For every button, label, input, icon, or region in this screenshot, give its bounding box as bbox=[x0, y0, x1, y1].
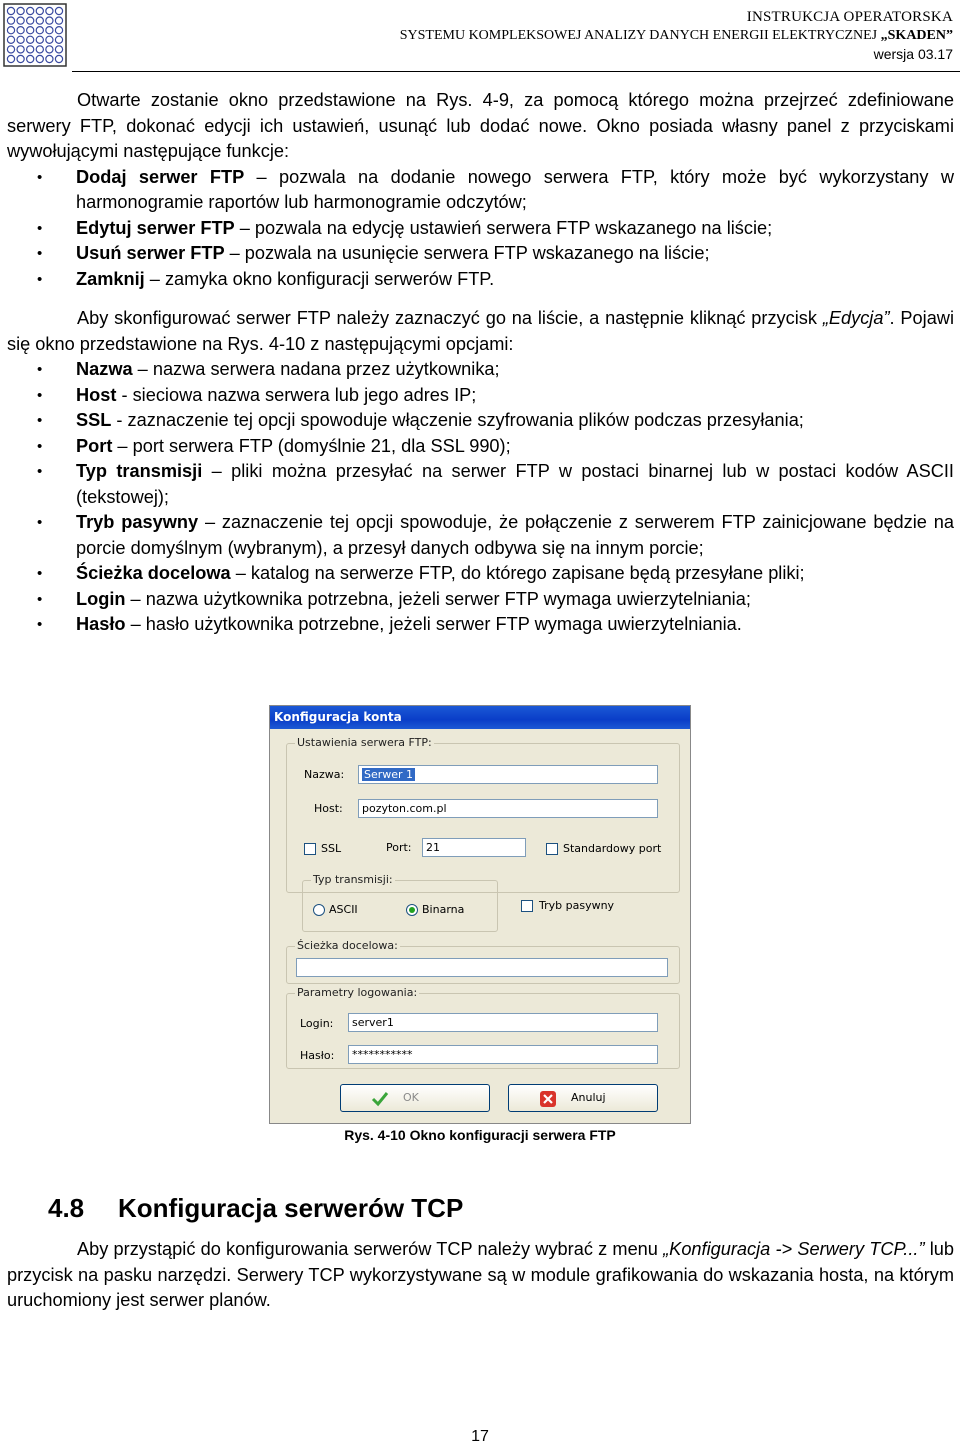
login-input[interactable]: server1 bbox=[348, 1013, 658, 1032]
bullet-icon: • bbox=[37, 219, 43, 237]
list-item-desc: – port serwera FTP (domyślnie 21, dla SSL 990); bbox=[112, 435, 511, 456]
list-item bbox=[7, 408, 954, 434]
list-item-term: Hasło bbox=[76, 614, 126, 634]
list-item-term: Dodaj serwer FTP bbox=[76, 166, 245, 187]
bullet-icon: • bbox=[37, 361, 43, 378]
figure-caption: Rys. 4-10 Okno konfiguracji serwera FTP bbox=[344, 1127, 616, 1143]
list-item bbox=[7, 612, 954, 638]
bullet-icon: • bbox=[37, 565, 43, 582]
list-item bbox=[7, 383, 954, 409]
list-item-term: Usuń serwer FTP bbox=[76, 243, 225, 263]
config-text-a: Aby skonfigurować serwer FTP należy zaznaczyć go na liście, a następnie kliknąć przycisk bbox=[77, 308, 823, 328]
bullet-icon: • bbox=[37, 245, 43, 262]
section-paragraph bbox=[7, 1237, 954, 1314]
bullet-icon: • bbox=[37, 168, 43, 186]
config-text-b: . Pojawi się okno przedstawione na Rys. 4-10 z następującymi opcjami: bbox=[7, 308, 954, 354]
default-port-label: Standardowy port bbox=[563, 842, 662, 855]
host-input[interactable]: pozyton.com.pl bbox=[358, 799, 658, 818]
login-legend: Parametry logowania: bbox=[297, 986, 418, 999]
list-item-desc: – pozwala na dodanie nowego serwera FTP, który może być wykorzystany w harmonogramie raportów lub harmonogramie odczytów; bbox=[76, 166, 954, 212]
list-item-desc: – pliki można przesyłać na serwer FTP w postaci binarnej lub w postaci kodów ASCII (tekstowej); bbox=[76, 461, 954, 507]
list-item-term: Login bbox=[76, 588, 126, 609]
list-item bbox=[7, 587, 954, 613]
list-item bbox=[7, 459, 954, 510]
list-item-term: Host bbox=[76, 384, 117, 405]
check-icon bbox=[371, 1090, 389, 1108]
list-item-desc: - sieciowa nazwa serwera lub jego adres IP; bbox=[116, 384, 477, 405]
section-title: Konfiguracja serwerów TCP bbox=[118, 1193, 464, 1223]
list-item bbox=[7, 216, 954, 242]
list-item bbox=[7, 434, 954, 460]
section-text-b: lub przycisk na pasku narzędzi. Serwery TCP wykorzystywane są w module grafikowania do wskazania hosta, na którym uruchomiony jest serwer planów. bbox=[7, 1239, 955, 1310]
intro-paragraph: Otwarte zostanie okno przedstawione na Rys. 4-9, za pomocą którego można przejrzeć zdefiniowane serwery FTP, dokonać edycji ich ustawień, usunąć lub dodać nowe. Okno posiada własny panel z przyciskami wywołującymi następujące funkcje: bbox=[7, 90, 954, 161]
list-item-term: Nazwa bbox=[76, 359, 133, 379]
passive-mode-checkbox[interactable] bbox=[521, 900, 533, 912]
path-input[interactable] bbox=[296, 958, 668, 977]
list-item-term: Port bbox=[76, 435, 113, 456]
ok-label: OK bbox=[403, 1091, 419, 1104]
ftp-settings-legend: Ustawienia serwera FTP: bbox=[297, 736, 432, 749]
ascii-label: ASCII bbox=[329, 903, 358, 916]
bullet-icon: • bbox=[37, 514, 43, 531]
grid-of-circles-logo bbox=[3, 3, 67, 67]
transmission-legend: Typ transmisji: bbox=[313, 873, 393, 886]
list-item-term: SSL bbox=[76, 410, 112, 430]
list-item bbox=[7, 267, 954, 293]
list-item-term: Tryb pasywny bbox=[76, 512, 199, 532]
name-label: Nazwa: bbox=[304, 768, 345, 781]
list-item-desc: – nazwa użytkownika potrzebna, jeżeli serwer FTP wymaga uwierzytelniania; bbox=[125, 588, 751, 609]
list-item-desc: – nazwa serwera nadana przez użytkownika; bbox=[132, 359, 500, 379]
dialog-titlebar[interactable]: Konfiguracja konta bbox=[270, 706, 690, 729]
list-item bbox=[7, 561, 954, 587]
page-number: 17 bbox=[471, 1428, 489, 1445]
login-label: Login: bbox=[300, 1017, 334, 1030]
name-input[interactable] bbox=[358, 765, 658, 784]
header-line1: INSTRUKCJA OPERATORSKA bbox=[746, 9, 953, 25]
header-divider bbox=[72, 71, 960, 72]
port-input[interactable]: 21 bbox=[422, 838, 526, 857]
section-text-a: Aby przystąpić do konfigurowania serwerów TCP należy wybrać z menu bbox=[77, 1239, 664, 1259]
close-icon bbox=[539, 1090, 557, 1108]
bullet-icon: • bbox=[37, 463, 43, 480]
spacer bbox=[7, 292, 954, 306]
bullet-icon: • bbox=[37, 437, 43, 455]
page-header bbox=[0, 0, 960, 76]
password-label: Hasło: bbox=[300, 1049, 335, 1062]
ascii-radio[interactable] bbox=[313, 904, 325, 916]
list-item-term: Typ transmisji bbox=[76, 461, 203, 481]
main-content bbox=[7, 88, 954, 638]
bullet-icon: • bbox=[37, 386, 43, 404]
port-label: Port: bbox=[386, 841, 412, 854]
default-port-checkbox[interactable] bbox=[546, 843, 558, 855]
passive-mode-label: Tryb pasywny bbox=[539, 899, 615, 912]
ssl-label: SSL bbox=[321, 842, 342, 855]
cancel-button[interactable] bbox=[508, 1084, 658, 1112]
function-list bbox=[7, 165, 954, 293]
ok-button[interactable] bbox=[340, 1084, 490, 1112]
section-heading bbox=[48, 1191, 463, 1225]
bullet-icon: • bbox=[37, 412, 43, 429]
header-version: wersja 03.17 bbox=[873, 46, 953, 62]
header-line2-prefix: SYSTEMU KOMPLEKSOWEJ ANALIZY DANYCH ENERGII ELEKTRYCZNEJ bbox=[399, 28, 878, 43]
list-item-desc: – katalog na serwerze FTP, do którego zapisane będą przesyłane pliki; bbox=[230, 563, 805, 583]
list-item-desc: - zaznaczenie tej opcji spowoduje włączenie szyfrowania plików podczas przesyłania; bbox=[111, 410, 804, 430]
option-list bbox=[7, 357, 954, 638]
list-item-desc: – pozwala na edycję ustawień serwera FTP wskazanego na liście; bbox=[234, 217, 773, 238]
bullet-icon: • bbox=[37, 270, 43, 288]
list-item-term: Zamknij bbox=[76, 268, 145, 289]
list-item bbox=[7, 165, 954, 216]
list-item-term: Ścieżka docelowa bbox=[76, 563, 231, 583]
password-input[interactable]: *********** bbox=[348, 1045, 658, 1064]
ssl-checkbox[interactable] bbox=[304, 843, 316, 855]
list-item bbox=[7, 241, 954, 267]
config-text-em: „Edycja” bbox=[822, 308, 890, 328]
bullet-icon: • bbox=[37, 590, 43, 608]
section-number: 4.8 bbox=[48, 1193, 85, 1223]
list-item-desc: – pozwala na usunięcie serwera FTP wskazanego na liście; bbox=[224, 243, 710, 263]
bullet-icon: • bbox=[37, 616, 43, 633]
header-brand: „SKADEN” bbox=[880, 28, 953, 43]
cancel-label: Anuluj bbox=[571, 1091, 606, 1104]
list-item bbox=[7, 510, 954, 561]
section-text-em: „Konfiguracja -> Serwery TCP...” bbox=[663, 1239, 925, 1259]
name-value: Serwer 1 bbox=[364, 768, 414, 781]
path-legend: Ścieżka docelowa: bbox=[297, 939, 398, 952]
binary-radio[interactable] bbox=[406, 904, 418, 916]
header-line2 bbox=[400, 27, 953, 45]
list-item-term: Edytuj serwer FTP bbox=[76, 217, 235, 238]
header-titles bbox=[400, 8, 953, 63]
list-item-desc: – hasło użytkownika potrzebne, jeżeli serwer FTP wymaga uwierzytelniania. bbox=[125, 614, 742, 634]
ftp-config-dialog bbox=[269, 705, 691, 1124]
binary-label: Binarna bbox=[422, 903, 465, 916]
host-label: Host: bbox=[314, 802, 343, 815]
list-item-desc: – zamyka okno konfiguracji serwerów FTP. bbox=[144, 268, 495, 289]
list-item-desc: – zaznaczenie tej opcji spowoduje, że połączenie z serwerem FTP zainicjowane będzie na porcie domyślnym (wybranym), a przesył danych odbywa się na innym porcie; bbox=[76, 512, 954, 558]
list-item bbox=[7, 357, 954, 383]
config-paragraph bbox=[7, 306, 954, 357]
